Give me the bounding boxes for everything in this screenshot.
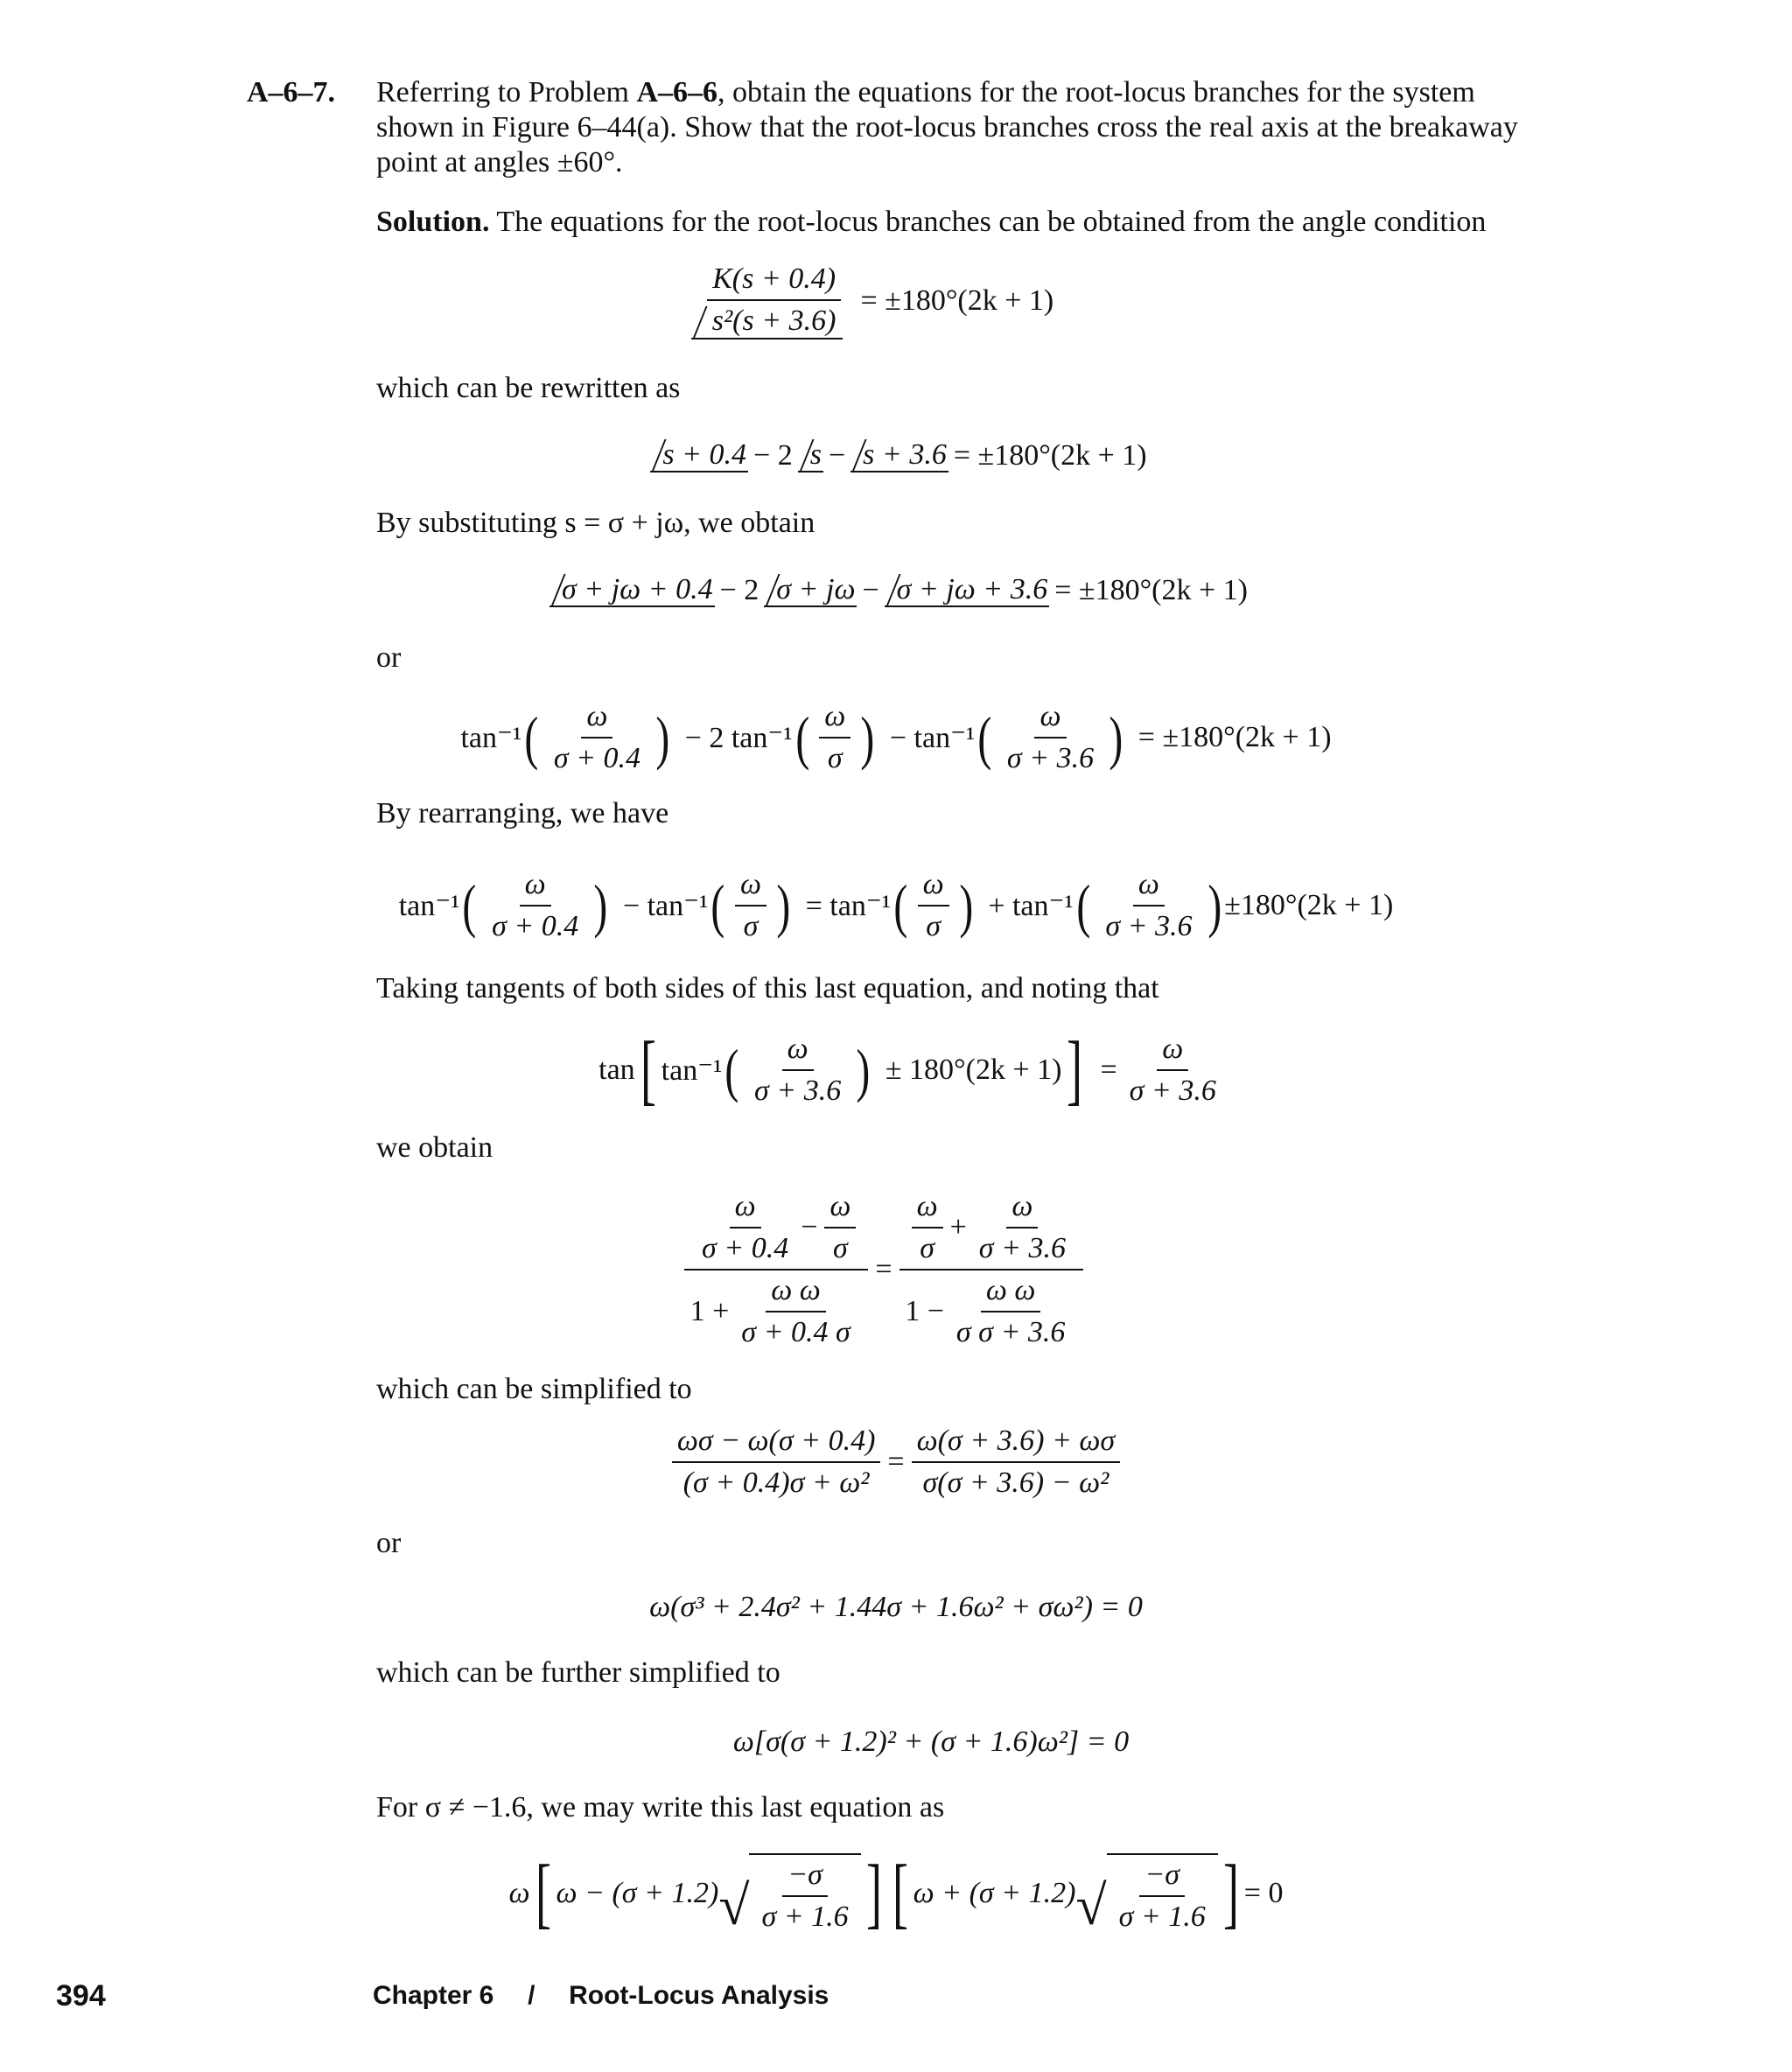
arctan-1: tan⁻¹ (398, 890, 460, 922)
left-numerator: ωσ − ω(σ + 0.4) (672, 1424, 881, 1463)
operator: + (949, 1211, 967, 1243)
numerator: ω (912, 1190, 943, 1228)
problem-line-1-post: , obtain the equations for the root-locus branches for the system (718, 76, 1475, 108)
angle-term-2: σ + jω (764, 574, 857, 607)
square-root-1: √ $\frac{-\sigma}{\sigma + 1.6}$ (718, 1853, 860, 1934)
denominator: σ + 0.4 (553, 742, 641, 774)
operator-1: − 2 (753, 439, 793, 472)
equation-final: ω [ ω − (σ + 1.2) √ $\frac{-\sigma}{\sigma + 1.6}$ ] [ ω + (σ + 1.2) √ $\frac{-\sigma}{\sigma + 1.6}$ ] = 0 (508, 1850, 1284, 1936)
arctan-inner: tan⁻¹ (661, 1054, 723, 1087)
fraction-numerator: K(s + 0.4) (707, 262, 841, 301)
equation-simplified (0, 1424, 1792, 1500)
right-denominator: σ(σ + 3.6) − ω² (922, 1466, 1110, 1499)
text-for-sigma: For σ ≠ −1.6, we may write this last equation as (376, 1791, 945, 1824)
numerator: ω (581, 700, 612, 738)
denominator-prefix: 1 + (690, 1295, 730, 1327)
denominator: σ σ + 3.6 (956, 1316, 1066, 1348)
text-rewritten: which can be rewritten as (376, 372, 681, 404)
arctan-2: − tan⁻¹ (622, 890, 709, 922)
denominator: σ (926, 910, 942, 942)
arctan-3: = tan⁻¹ (805, 890, 891, 922)
numerator: ω (520, 868, 551, 906)
angle-offset: ± 180°(2k + 1) (885, 1054, 1062, 1086)
text-taking-tangents: Taking tangents of both sides of this last equation, and noting that (376, 972, 1159, 1004)
denominator: σ (920, 1232, 934, 1264)
numerator: ω (730, 1190, 761, 1228)
denominator: σ + 1.6 (761, 1900, 849, 1933)
equation-rhs: = ±180°(2k + 1) (953, 439, 1147, 472)
text-substituting: By substituting s = σ + jω, we obtain (376, 507, 816, 539)
numerator: ω (819, 700, 850, 738)
numerator: ω ω (981, 1274, 1041, 1312)
operator-2: − (862, 574, 879, 606)
problem-label: A–6–7. (247, 76, 336, 108)
denominator: σ (833, 1232, 848, 1264)
numerator: ω (1006, 1190, 1038, 1228)
operator-1: − 2 (719, 574, 760, 606)
text-further: which can be further simplified to (376, 1656, 780, 1689)
equals: = (1100, 1054, 1117, 1086)
problem-line-3: point at angles ±60°. (376, 146, 623, 178)
angle-term-1: s + 0.4 (650, 439, 748, 472)
denominator: σ + 0.4 (492, 910, 579, 942)
solution-label: Solution. (376, 206, 490, 238)
equation-rhs: ±180°(2k + 1) (1224, 889, 1394, 921)
solution-text: The equations for the root-locus branches can be obtained from the angle condition (496, 206, 1487, 238)
text-or-2: or (376, 1527, 402, 1559)
arctan-3: − tan⁻¹ (889, 722, 976, 754)
equation-angle-condition (0, 262, 1766, 340)
text-we-obtain: we obtain (376, 1131, 494, 1164)
denominator-prefix: 1 − (905, 1295, 944, 1327)
denominator: σ + 3.6 (978, 1232, 1067, 1264)
equation-rhs: = ±180°(2k + 1) (1138, 721, 1332, 753)
denominator: σ (827, 742, 843, 774)
denominator: σ + 3.6 (1105, 910, 1193, 942)
equals: = (887, 1446, 905, 1478)
problem-line-2: shown in Figure 6–44(a). Show that the root-locus branches cross the real axis at the breakaway (376, 111, 1518, 144)
denominator: σ + 3.6 (754, 1074, 842, 1107)
angle-term-3: σ + jω + 3.6 (885, 574, 1050, 607)
arctan-2: − 2 tan⁻¹ (684, 722, 793, 754)
problem-line-1 (376, 75, 1475, 110)
bracket-1-term: ω − (σ + 1.2) (556, 1877, 719, 1909)
text-rearranging: By rearranging, we have (376, 797, 669, 830)
equation-rhs: = ±180°(2k + 1) (860, 284, 1054, 317)
numerator: −σ (1139, 1858, 1185, 1897)
angle-term-1: σ + jω + 0.4 (550, 574, 715, 607)
right-compound (900, 1190, 1083, 1349)
text-simplified: which can be simplified to (376, 1373, 692, 1405)
operator: − (801, 1211, 818, 1243)
right-numerator: ω(σ + 3.6) + ωσ (912, 1424, 1121, 1463)
equation-arctan: tan⁻¹ ( $\frac{\omega}{\sigma + 0.4}$ ) − 2 tan⁻¹ ( $\frac{\omega}{\sigma}$ ) − tan⁻¹ ( $\frac{\omega}{\sigma + 3.6}$ ) = ±180°(2k + 1) (460, 700, 1332, 774)
text-or-1: or (376, 641, 402, 674)
omega-factor: ω (508, 1877, 530, 1909)
numerator: ω (1133, 868, 1165, 906)
page-number: 394 (56, 1979, 106, 2012)
tan-label: tan (598, 1054, 635, 1086)
numerator: ω ω (766, 1274, 826, 1312)
numerator: ω (782, 1032, 814, 1071)
denominator: σ + 3.6 (1006, 742, 1095, 774)
angle-term-2: s (798, 439, 823, 472)
angle-term-3: s + 3.6 (850, 439, 948, 472)
equation-compound-fraction (0, 1190, 1780, 1349)
operator-2: − (828, 439, 846, 472)
angle-symbol (691, 262, 844, 340)
arctan-4: + tan⁻¹ (988, 890, 1074, 922)
chapter-title: Root-Locus Analysis (569, 1981, 830, 2010)
square-root-2: √ $\frac{-\sigma}{\sigma + 1.6}$ (1075, 1853, 1217, 1934)
left-denominator: (σ + 0.4)σ + ω² (682, 1466, 870, 1499)
transfer-fraction (707, 262, 842, 338)
equation-factored: ω[σ(σ + 1.2)² + (σ + 1.6)ω²] = 0 (732, 1726, 1130, 1758)
equation-polynomial: ω(σ³ + 2.4σ² + 1.44σ + 1.6ω² + σω²) = 0 (649, 1591, 1143, 1623)
equals: = (875, 1253, 892, 1285)
equation-rhs: = 0 (1243, 1877, 1284, 1909)
footer-separator: / (528, 1981, 536, 2010)
denominator: σ (743, 910, 759, 942)
rhs-denominator: σ + 3.6 (1129, 1074, 1216, 1107)
bracket-2-term: ω + (σ + 1.2) (913, 1877, 1076, 1909)
equation-rhs: = ±180°(2k + 1) (1054, 574, 1249, 606)
problem-ref: A–6–6 (636, 76, 718, 108)
left-compound (684, 1190, 868, 1349)
solution-paragraph (376, 205, 1486, 240)
denominator: σ + 0.4 (701, 1232, 789, 1264)
equation-tangent-identity: tan [ tan⁻¹ ( $\frac{\omega}{\sigma + 3.6}$ ) ± 180°(2k + 1) ] = $\frac{\omega}{\sigma + 3.6}$ (18, 1032, 1792, 1108)
problem-line-1-pre: Referring to Problem (376, 76, 637, 108)
chapter-label: Chapter 6 (373, 1981, 494, 2010)
denominator: σ + 0.4 σ (741, 1316, 850, 1348)
numerator: ω (1034, 700, 1066, 738)
rhs-numerator: ω (1157, 1032, 1188, 1071)
numerator: ω (918, 868, 949, 906)
running-footer (373, 1981, 829, 2011)
equation-substituted (0, 574, 1792, 607)
arctan-1: tan⁻¹ (460, 722, 522, 754)
fraction-denominator: s²(s + 3.6) (711, 304, 836, 337)
numerator: ω (735, 868, 766, 906)
numerator: ω (824, 1190, 856, 1228)
numerator: −σ (782, 1858, 828, 1897)
denominator: σ + 1.6 (1118, 1900, 1206, 1933)
equation-angle-sum (0, 439, 1792, 472)
equation-rearranged: tan⁻¹ ( $\frac{\omega}{\sigma + 0.4}$ ) − tan⁻¹ ( $\frac{\omega}{\sigma}$ ) = tan⁻¹ ( $\frac{\omega}{\sigma}$ ) + tan⁻¹ ( $\frac{\omega}{\sigma + 3.6}$ ) ±180°(2k + 1) (398, 868, 1394, 942)
